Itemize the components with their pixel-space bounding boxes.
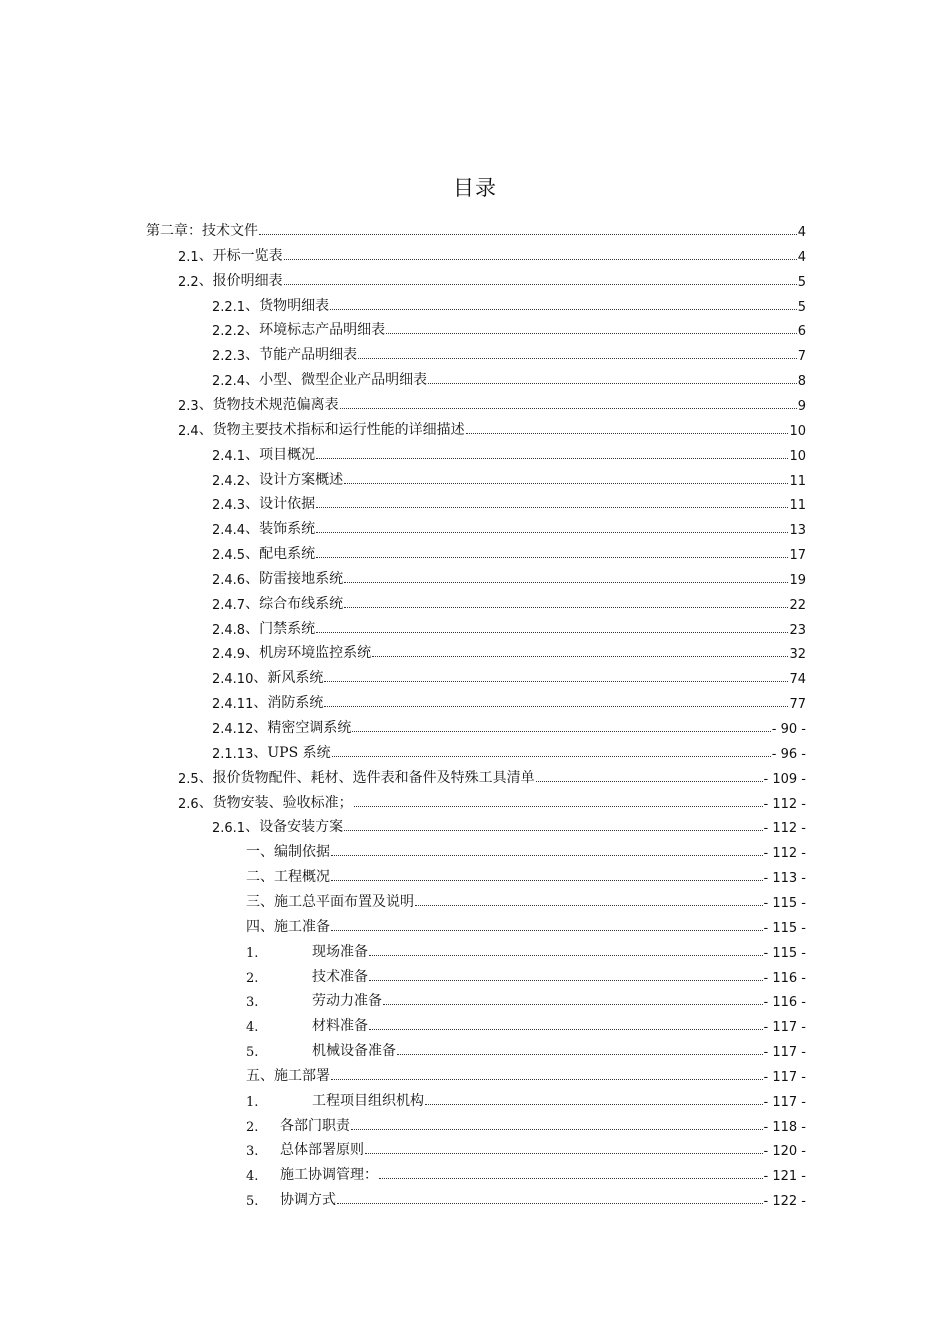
toc-entry-title: 、项目概况 [245,446,316,463]
toc-entry-title: 、货物主要技术指标和运行性能的详细描述 [198,421,465,438]
toc-entry[interactable] [212,465,806,489]
toc-entry-number: 2.4.10 [212,672,254,688]
toc-entry[interactable] [246,1185,806,1209]
toc-leader-dots [340,408,797,409]
toc-page-number: 19 [789,572,806,588]
toc-entry-number: 2. [246,970,259,986]
toc-page-number: - 90 - [771,722,806,737]
toc-page-number: 5 [797,299,806,315]
toc-entry-title: 、设备安装方案 [245,819,344,836]
toc-leader-dots [316,532,788,533]
toc-entry-title: 、消防系统 [253,695,324,712]
toc-entry-number: 2.4.6 [212,572,246,588]
toc-entry-number: 5. [246,1194,259,1210]
toc-entry-number: 2.6.1 [212,821,246,837]
toc-entry[interactable] [246,1160,806,1184]
toc-entry[interactable] [246,1061,806,1085]
toc-entry-title: 技术准备 [312,968,368,985]
toc-leader-dots [324,706,788,707]
toc-entry-number: 2. [246,1119,259,1135]
toc-entry[interactable] [212,638,806,662]
toc-page-number: - 116 - [763,970,806,986]
toc-entry-number: 4. [246,1169,259,1185]
toc-entry-number: 2.4.11 [212,697,254,713]
toc-entry-title: 、货物明细表 [245,297,330,314]
toc-entry-number: 2.2.1 [212,299,246,315]
toc-entry-title: 、小型、微型企业产品明细表 [245,372,428,389]
toc-entry-title: 协调方式 [280,1192,336,1209]
toc-entry[interactable] [246,962,806,986]
toc-page-number: 22 [789,597,806,613]
toc-entry-number: 3. [246,1144,259,1160]
toc-entry[interactable] [212,340,806,364]
toc-leader-dots [397,1054,763,1055]
toc-page-number: 32 [789,647,806,663]
toc-entry-title: 现场准备 [312,943,368,960]
toc-entry-number: 2.5 [178,771,199,787]
toc-entry-number: 2.4.8 [212,622,246,638]
toc-entry[interactable] [246,887,806,911]
toc-leader-dots [316,557,788,558]
toc-leader-dots [372,656,788,657]
toc-leader-dots [330,309,797,310]
toc-entry-number: 2.1.13 [212,746,254,762]
toc-entry-number: 2.4.1 [212,448,246,464]
toc-entry-title: 一、编制依据 [246,844,330,861]
toc-entry-number: 2.6 [178,796,199,812]
toc-entry-number: 2.4.9 [212,647,246,663]
toc-page-number: 5 [797,274,806,290]
toc-page-number: 8 [797,374,806,390]
toc-entry-number: 2.4.12 [212,722,254,737]
toc-entry-title: 、环境标志产品明细表 [245,322,386,339]
toc-entry[interactable] [178,390,806,414]
toc-entry-title: 、货物技术规范偏离表 [198,396,339,413]
toc-page-number: - 96 - [771,746,806,762]
toc-page-number: - 115 - [763,920,806,936]
toc-page-number: - 118 - [763,1119,806,1135]
toc-entry-title: 各部门职责 [280,1117,350,1134]
toc-leader-dots [344,607,788,608]
toc-entry[interactable] [246,912,806,936]
toc-page-number: - 115 - [763,895,806,911]
toc-entry-title: 工程项目组织机构 [312,1092,424,1109]
toc-leader-dots [316,632,788,633]
toc-entry-number: 2.3 [178,398,199,414]
toc-page-number: 4 [797,225,806,240]
toc-entry[interactable] [212,738,806,762]
toc-entry[interactable] [178,241,806,265]
toc-entry[interactable] [246,1111,806,1135]
toc-leader-dots [344,830,762,831]
toc-entry-title: 机械设备准备 [312,1043,396,1060]
toc-entry-number: 2.2.3 [212,349,246,365]
toc-page-number: 10 [789,448,806,464]
toc-entry-number: 2.4.2 [212,473,246,489]
toc-entry-title: 二、工程概况 [246,869,330,886]
toc-entry[interactable] [246,986,806,1010]
toc-entry-title: 、防雷接地系统 [245,570,344,587]
toc-leader-dots [354,806,763,807]
toc-entry-title: 五、施工部署 [246,1067,330,1084]
toc-leader-dots [284,284,797,285]
toc-leader-dots [369,1029,763,1030]
toc-leader-dots [344,582,788,583]
toc-leader-dots [331,855,763,856]
toc-entry-title: 、节能产品明细表 [245,347,358,364]
toc-page-number: 6 [797,324,806,340]
toc-entry-title: 材料准备 [312,1018,368,1035]
toc-entry[interactable] [212,589,806,613]
toc-entry-title: 、精密空调系统 [253,720,352,736]
toc-entry-title: 第二章：技术文件 [146,223,258,239]
toc-page-number: 9 [797,398,806,414]
toc-leader-dots [369,955,763,956]
toc-entry[interactable] [246,1011,806,1035]
toc-leader-dots [316,458,788,459]
toc-leader-dots [352,731,770,732]
toc-entry-title: 劳动力准备 [312,993,382,1010]
toc-entry[interactable] [246,1135,806,1159]
toc-entry[interactable] [178,788,806,812]
toc-entry[interactable] [212,663,806,687]
toc-page-number: - 122 - [763,1194,806,1210]
toc-leader-dots [536,781,763,782]
toc-entry-number: 2.2.2 [212,324,246,340]
toc-leader-dots [428,383,797,384]
toc-entry-title: 、门禁系统 [245,620,316,637]
toc-entry[interactable] [212,812,806,836]
toc-page-number: - 117 - [763,1094,806,1110]
toc-entry[interactable] [212,614,806,638]
toc-entry[interactable] [212,489,806,513]
toc-page-number: - 121 - [763,1169,806,1185]
toc-page-number: 13 [789,523,806,539]
toc-page-number: - 115 - [763,945,806,961]
toc-page-number: 74 [789,672,806,688]
toc-entry[interactable] [212,440,806,464]
toc-entry-number: 1. [246,945,259,961]
toc-entry-title: 总体部署原则 [280,1142,364,1159]
toc-entry-title: 、货物安装、验收标准； [198,794,353,811]
toc-page-number: 11 [789,473,806,489]
toc-entry-number: 2.4.5 [212,548,246,564]
toc-leader-dots [331,930,763,931]
toc-leader-dots [425,1104,763,1105]
toc-leader-dots [316,507,788,508]
toc-entry[interactable] [246,1086,806,1110]
toc-leader-dots [415,905,763,906]
toc-entry-title: 、设计方案概述 [245,471,344,488]
toc-entry-number: 5. [246,1045,259,1061]
toc-entry[interactable] [212,514,806,538]
toc-entry-title: 施工协调管理： [280,1167,378,1184]
toc-leader-dots [331,880,763,881]
toc-entry[interactable] [212,688,806,712]
toc-page-number: - 117 - [763,1069,806,1085]
toc-page-number: 10 [789,423,806,439]
toc-entry[interactable] [246,937,806,961]
toc-entry-title: 、设计依据 [245,496,316,513]
toc-page-number: - 113 - [763,871,806,887]
toc-entry-title: 三、施工总平面布置及说明 [246,893,414,910]
toc-page-number: 7 [797,349,806,365]
toc-entry-title: 、UPS 系统 [253,744,331,761]
toc-entry[interactable] [212,291,806,315]
toc-entry-number: 2.4.4 [212,523,246,539]
toc-entry-number: 3. [246,995,259,1011]
toc-page-number: - 120 - [763,1144,806,1160]
toc-entry-title: 四、施工准备 [246,918,330,935]
toc-entry-number: 2.2 [178,274,199,290]
toc-leader-dots [379,1178,763,1179]
toc-page-number: - 117 - [763,1020,806,1036]
toc-entry[interactable] [178,763,806,787]
toc-leader-dots [332,756,771,757]
toc-leader-dots [386,333,797,334]
toc-leader-dots [358,358,797,359]
toc-entry[interactable] [178,415,806,439]
toc-page-number: 23 [789,622,806,638]
toc-entry[interactable] [212,564,806,588]
toc-entry[interactable] [146,216,806,240]
toc-page-number: 11 [789,498,806,514]
toc-leader-dots [365,1153,763,1154]
toc-leader-dots [284,259,797,260]
toc-entry-number: 2.4 [178,423,199,439]
toc-entry-number: 2.2.4 [212,374,246,390]
toc-entry[interactable] [212,365,806,389]
toc-entry-title: 、开标一览表 [198,247,283,264]
page-title: 目录 [453,176,497,200]
toc-entry[interactable] [212,539,806,563]
toc-entry[interactable] [212,315,806,339]
toc-leader-dots [344,483,788,484]
toc-leader-dots [466,433,789,434]
toc-entry-number: 2.4.3 [212,498,246,514]
toc-entry-title: 、综合布线系统 [245,595,344,612]
toc-entry-number: 2.1 [178,249,199,265]
toc-page-number: - 112 - [763,796,806,812]
toc-page-number: - 117 - [763,1045,806,1061]
toc-entry-title: 、配电系统 [245,546,316,563]
toc-leader-dots [351,1129,763,1130]
toc-page-number: - 112 - [763,846,806,862]
toc-page-number: 4 [797,249,806,265]
toc-page-number: - 116 - [763,995,806,1011]
toc-page-number: 77 [789,697,806,713]
toc-entry[interactable] [212,713,806,737]
toc-page-number: - 109 - [763,771,806,787]
toc-entry[interactable] [246,837,806,861]
toc-entry-title: 、报价明细表 [198,272,283,289]
toc-entry[interactable] [246,862,806,886]
toc-entry[interactable] [178,266,806,290]
toc-page-number: 17 [789,548,806,564]
toc-leader-dots [383,1004,763,1005]
toc-entry-title: 、装饰系统 [245,521,316,538]
toc-leader-dots [259,234,797,235]
toc-page-number: - 112 - [763,821,806,837]
toc-entry-title: 、机房环境监控系统 [245,645,372,662]
toc-entry-number: 2.4.7 [212,597,246,613]
toc-leader-dots [369,980,763,981]
toc-entry[interactable] [246,1036,806,1060]
toc-entry-number: 4. [246,1020,259,1036]
toc-leader-dots [337,1203,763,1204]
toc-leader-dots [331,1079,763,1080]
toc-entry-number: 1. [246,1094,259,1110]
toc-entry-title: 、新风系统 [253,670,324,687]
toc-leader-dots [324,681,788,682]
toc-entry-title: 、报价货物配件、耗材、选件表和备件及特殊工具清单 [198,769,535,786]
